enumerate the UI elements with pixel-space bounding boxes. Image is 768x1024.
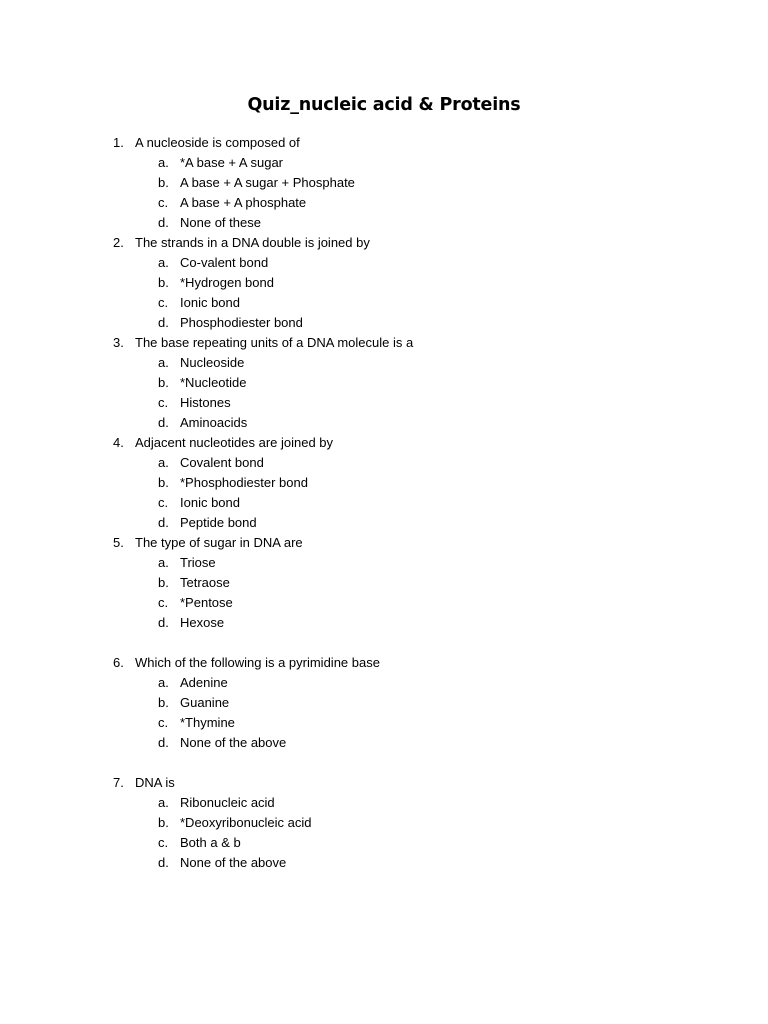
question-item — [0, 133, 768, 233]
answer-option — [0, 493, 768, 513]
option-letter: b. — [158, 575, 169, 590]
option-text: Hexose — [180, 615, 225, 630]
option-text: Co-valent bond — [180, 255, 269, 270]
answer-option — [0, 193, 768, 213]
option-text: *Deoxyribonucleic acid — [180, 815, 312, 830]
answer-option — [0, 173, 768, 193]
answer-option — [0, 853, 768, 873]
answer-option — [0, 373, 768, 393]
option-letter: a. — [158, 155, 169, 170]
option-letter: d. — [158, 515, 169, 530]
option-letter: b. — [158, 175, 169, 190]
question-line — [0, 233, 768, 253]
question-line — [0, 653, 768, 673]
option-letter: c. — [158, 295, 169, 310]
answer-option — [0, 593, 768, 613]
answer-option — [0, 513, 768, 533]
question-item — [0, 653, 768, 753]
question-item — [0, 233, 768, 333]
option-text: Nucleoside — [180, 355, 245, 370]
question-text: Adjacent nucleotides are joined by — [135, 435, 334, 450]
blank-line — [0, 633, 768, 653]
answer-option — [0, 153, 768, 173]
question-number: 3. — [113, 335, 124, 350]
option-letter: b. — [158, 695, 169, 710]
question-line — [0, 773, 768, 793]
option-text: Guanine — [180, 695, 230, 710]
question-item — [0, 533, 768, 633]
option-letter: b. — [158, 475, 169, 490]
question-line — [0, 433, 768, 453]
option-letter: a. — [158, 795, 169, 810]
option-text: *Hydrogen bond — [180, 275, 274, 290]
option-text: *A base + A sugar — [180, 155, 283, 170]
question-text: The base repeating units of a DNA molecule is a — [135, 335, 414, 350]
question-line — [0, 333, 768, 353]
question-text: DNA is — [135, 775, 175, 790]
option-letter: d. — [158, 735, 169, 750]
option-text: Aminoacids — [180, 415, 248, 430]
option-text: Ionic bond — [180, 295, 240, 310]
option-text: *Thymine — [180, 715, 235, 730]
question-text: A nucleoside is composed of — [135, 135, 300, 150]
option-letter: c. — [158, 195, 169, 210]
option-letter: c. — [158, 835, 169, 850]
question-item — [0, 333, 768, 433]
answer-option — [0, 293, 768, 313]
question-text: The type of sugar in DNA are — [135, 535, 303, 550]
question-text: Which of the following is a pyrimidine base — [135, 655, 380, 670]
question-number: 1. — [113, 135, 124, 150]
answer-option — [0, 453, 768, 473]
answer-option — [0, 213, 768, 233]
answer-option — [0, 253, 768, 273]
option-text: *Phosphodiester bond — [180, 475, 308, 490]
answer-option — [0, 573, 768, 593]
answer-option — [0, 273, 768, 293]
option-text: Tetraose — [180, 575, 230, 590]
option-text: A base + A phosphate — [180, 195, 307, 210]
page-title: Quiz_nucleic acid & Proteins — [247, 95, 521, 115]
question-item — [0, 433, 768, 533]
option-text: Triose — [180, 555, 216, 570]
option-letter: a. — [158, 355, 169, 370]
answer-option — [0, 793, 768, 813]
option-text: Covalent bond — [180, 455, 264, 470]
blank-line — [0, 753, 768, 773]
option-text: Ionic bond — [180, 495, 240, 510]
option-letter: d. — [158, 615, 169, 630]
answer-option — [0, 673, 768, 693]
option-text: Ribonucleic acid — [180, 795, 275, 810]
option-letter: c. — [158, 715, 169, 730]
option-text: Both a & b — [180, 835, 241, 850]
question-line — [0, 533, 768, 553]
answer-option — [0, 393, 768, 413]
question-number: 4. — [113, 435, 124, 450]
option-text: Phosphodiester bond — [180, 315, 303, 330]
option-letter: d. — [158, 415, 169, 430]
option-letter: c. — [158, 595, 169, 610]
answer-option — [0, 693, 768, 713]
option-letter: b. — [158, 275, 169, 290]
option-letter: a. — [158, 675, 169, 690]
question-number: 7. — [113, 775, 124, 790]
option-text: *Nucleotide — [180, 375, 247, 390]
option-text: Adenine — [180, 675, 228, 690]
answer-option — [0, 733, 768, 753]
option-text: A base + A sugar + Phosphate — [180, 175, 355, 190]
option-text: Peptide bond — [180, 515, 257, 530]
question-list — [0, 133, 768, 873]
question-number: 5. — [113, 535, 124, 550]
option-text: None of the above — [180, 855, 287, 870]
answer-option — [0, 413, 768, 433]
answer-option — [0, 613, 768, 633]
option-letter: c. — [158, 395, 169, 410]
option-letter: d. — [158, 215, 169, 230]
option-text: None of these — [180, 215, 261, 230]
answer-option — [0, 713, 768, 733]
option-text: Histones — [180, 395, 231, 410]
option-letter: b. — [158, 375, 169, 390]
answer-option — [0, 553, 768, 573]
answer-option — [0, 833, 768, 853]
option-letter: c. — [158, 495, 169, 510]
option-letter: a. — [158, 555, 169, 570]
option-letter: b. — [158, 815, 169, 830]
question-number: 6. — [113, 655, 124, 670]
answer-option — [0, 813, 768, 833]
question-text: The strands in a DNA double is joined by — [135, 235, 370, 250]
answer-option — [0, 473, 768, 493]
option-letter: a. — [158, 255, 169, 270]
option-text: *Pentose — [180, 595, 233, 610]
answer-option — [0, 313, 768, 333]
option-text: None of the above — [180, 735, 287, 750]
option-letter: d. — [158, 855, 169, 870]
option-letter: d. — [158, 315, 169, 330]
question-item — [0, 773, 768, 873]
question-line — [0, 133, 768, 153]
option-letter: a. — [158, 455, 169, 470]
answer-option — [0, 353, 768, 373]
question-number: 2. — [113, 235, 124, 250]
